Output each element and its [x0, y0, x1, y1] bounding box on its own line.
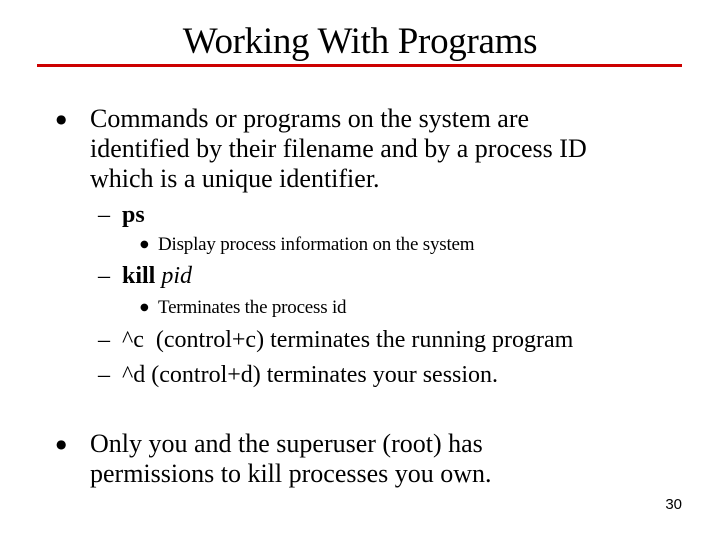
command-ps: ps [122, 202, 145, 228]
title-underline [37, 64, 682, 67]
command-kill: kill [122, 263, 156, 289]
slide-title: Working With Programs [182, 21, 538, 62]
bullet-commands [90, 104, 587, 194]
subitem-ctrl-d: ^d (control+d) terminates your session. [122, 362, 499, 388]
dash-marker: – [98, 202, 110, 228]
bullet-line: permissions to kill processes you own. [90, 459, 492, 488]
subitem-ps [122, 200, 145, 230]
subitem-kill-detail: Terminates the process id [158, 297, 347, 318]
slide-number: 30 [665, 496, 682, 513]
dash-marker: – [98, 263, 110, 289]
argument-pid: pid [161, 263, 193, 289]
bullet-permissions [90, 429, 492, 489]
bullet-dot: ● [140, 239, 149, 250]
subitem-kill [122, 261, 192, 291]
bullet-line: Only you and the superuser (root) has [90, 429, 483, 458]
bullet-dot: ● [56, 437, 67, 451]
bullet-line: identified by their filename and by a process ID [90, 134, 587, 163]
dash-marker: – [98, 327, 110, 353]
dash-marker: – [98, 362, 110, 388]
bullet-line: which is a unique identifier. [90, 164, 380, 193]
subitem-ctrl-c: ^c (control+c) terminates the running program [122, 327, 574, 353]
subitem-ps-detail: Display process information on the system [158, 234, 475, 255]
bullet-line: Commands or programs on the system are [90, 104, 530, 133]
bullet-dot: ● [140, 302, 149, 313]
bullet-dot: ● [56, 112, 67, 126]
